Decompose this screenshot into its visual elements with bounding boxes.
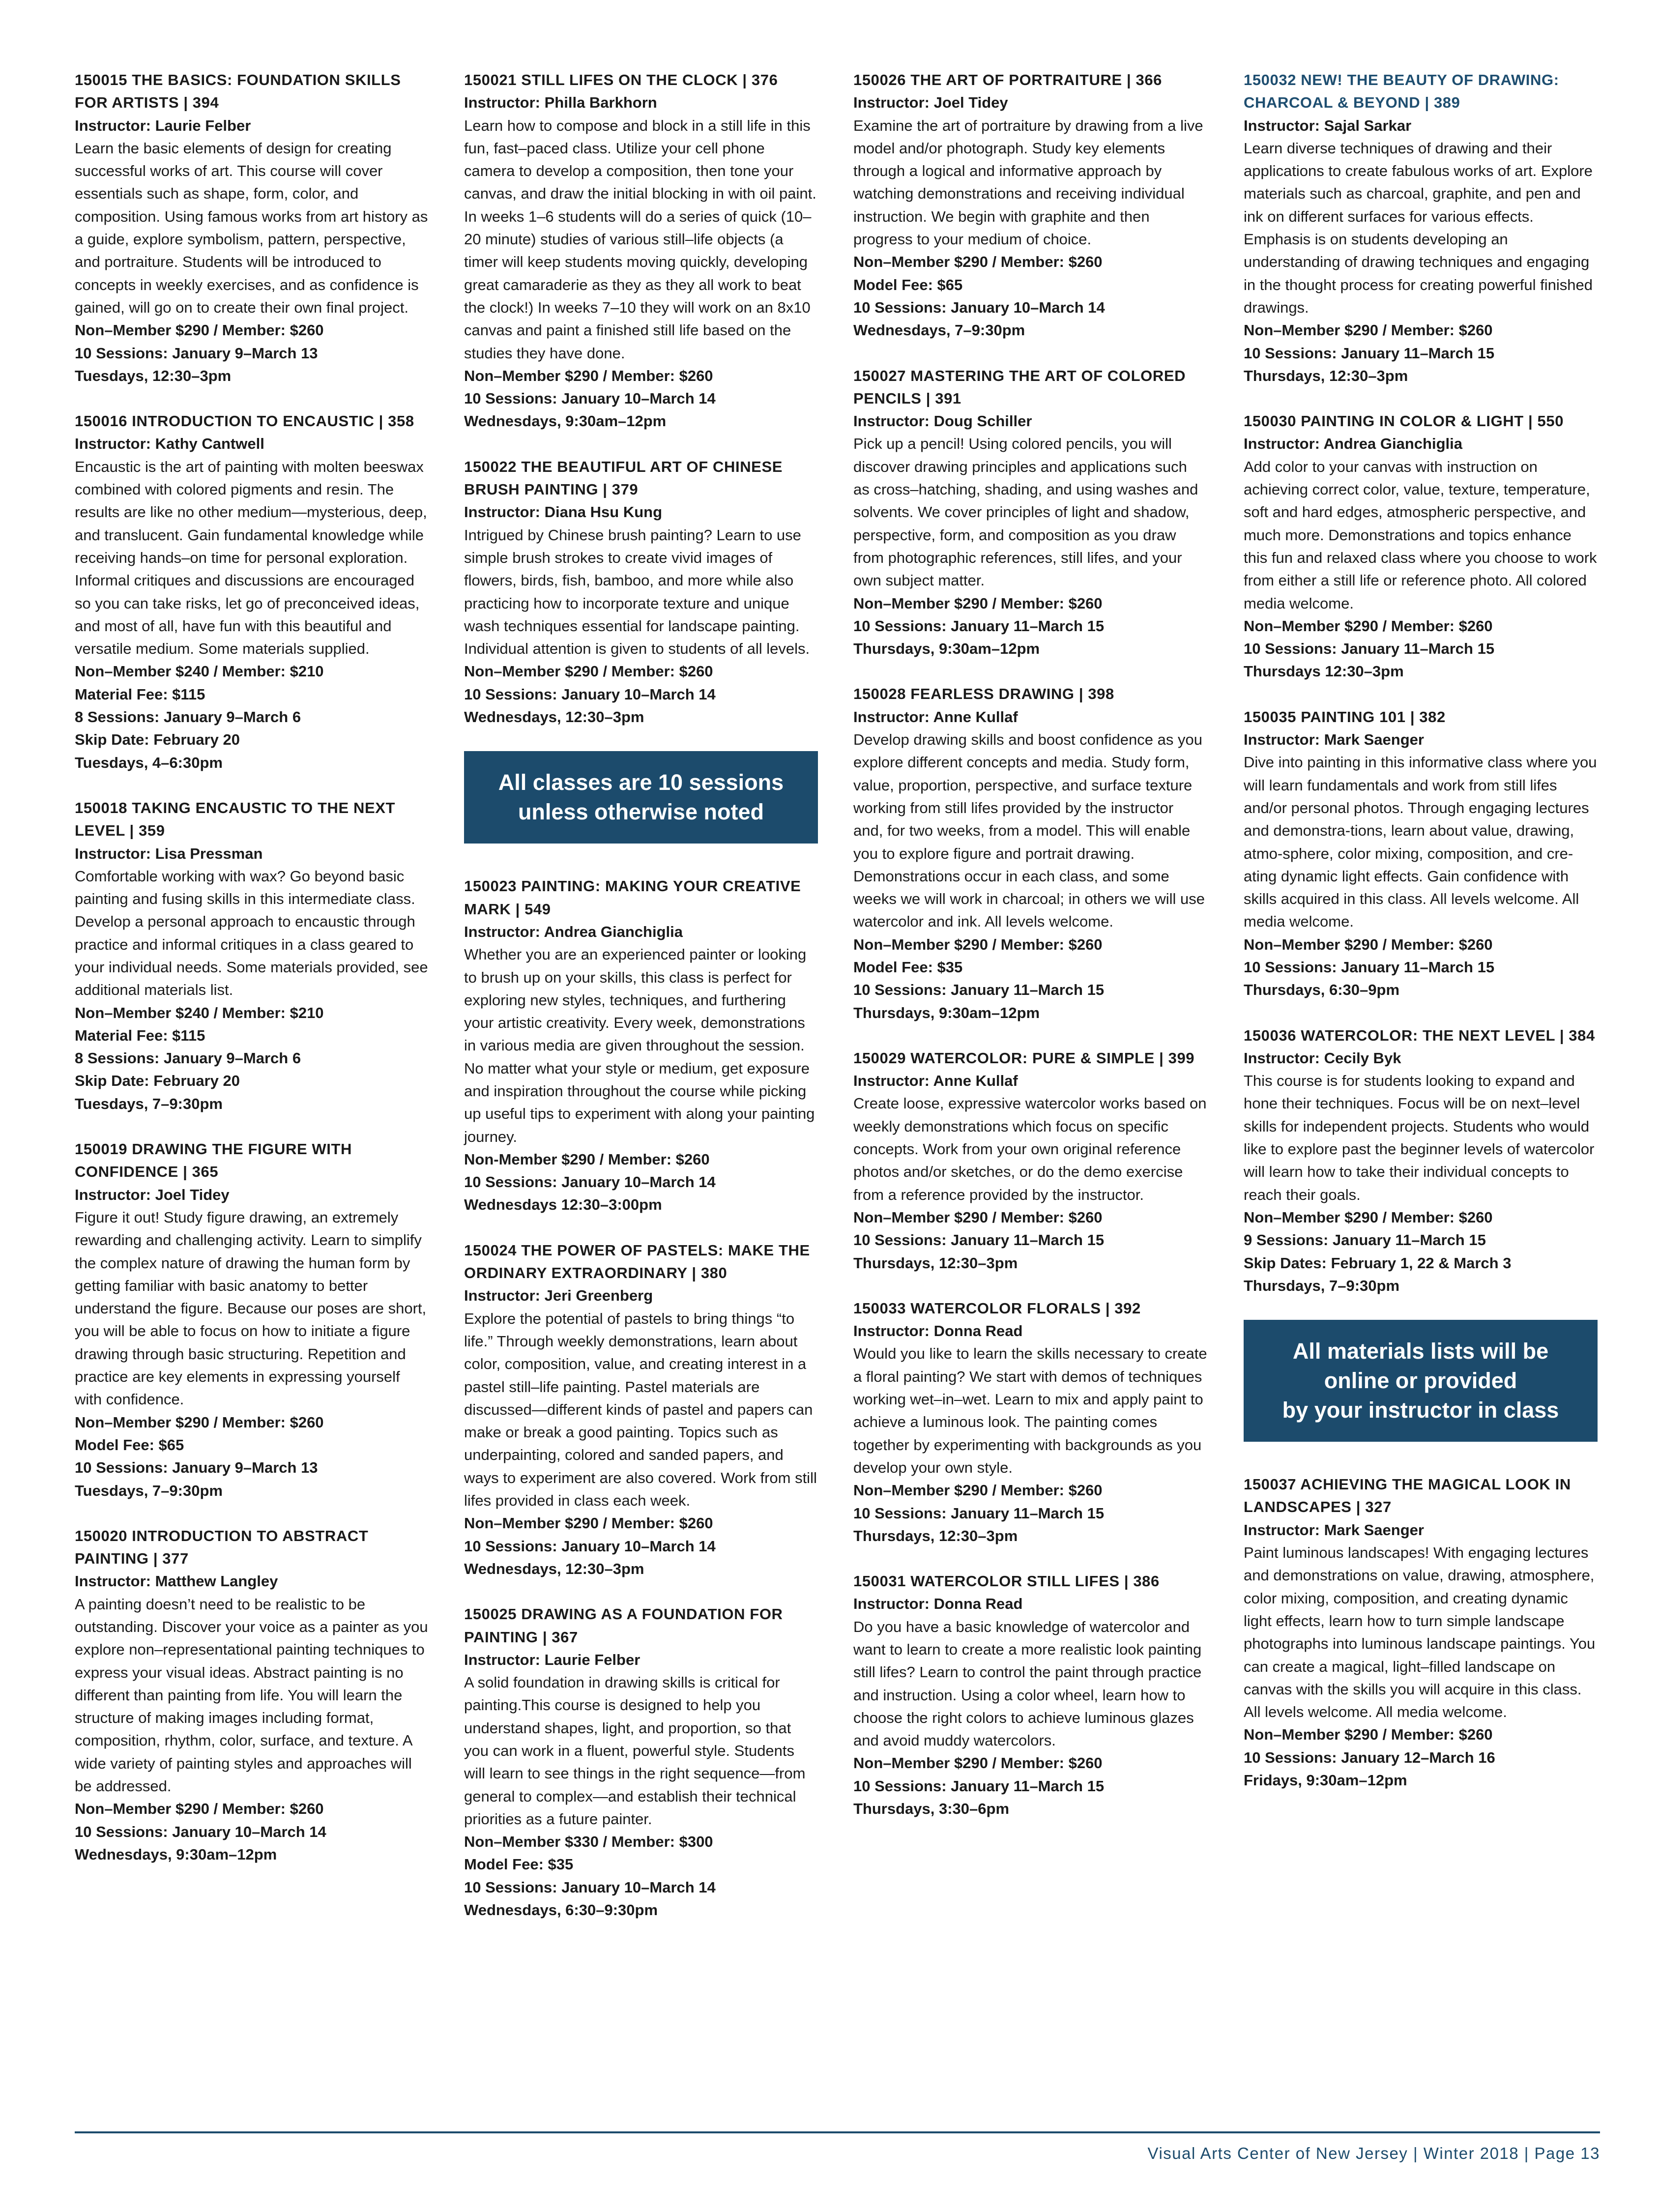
course-detail-line: Non–Member $330 / Member: $300: [464, 1833, 713, 1851]
course-detail-line: 10 Sessions: January 11–March 15: [853, 981, 1105, 999]
course-listing: [853, 1297, 1207, 1547]
course-detail-line: Thursdays 12:30–3pm: [1244, 663, 1404, 680]
course-detail-line: Model Fee: $35: [464, 1856, 574, 1873]
column-4: [1244, 69, 1598, 1814]
course-detail-line: Wednesdays, 6:30–9:30pm: [464, 1901, 658, 1919]
course-description: Learn how to compose and block in a still life in this fun, fast–paced class. Utilize your cell phone camera to develop a composition, then tone your canvas, and draw the initial blocking in with oil paint. In weeks 1–6 students will do a series of quick (10–20 minute) studies of various still–life objects (a timer will keep students moving quickly, developing great camaraderie as they as they all work to beat the clock!) In weeks 7–10 they will work on an 8x10 canvas and paint a finished still life based on the studies they have done.: [464, 116, 816, 362]
course-detail-line: Thursdays, 12:30–3pm: [853, 1254, 1018, 1272]
course-listing: [464, 69, 818, 433]
course-instructor: Instructor: Laurie Felber: [75, 116, 251, 134]
course-detail-line: Skip Date: February 20: [75, 1072, 240, 1090]
course-listing: [464, 1239, 818, 1580]
course-description: This course is for students looking to expand and hone their techniques. Focus will be on next–level skills for independent projects. Students who would like to explore past the beginner levels of watercolor will learn how to take their individual concepts to reach their goals.: [1244, 1072, 1595, 1203]
course-detail-line: 10 Sessions: January 11–March 15: [853, 1504, 1105, 1522]
course-detail-line: Tuesdays, 4–6:30pm: [75, 754, 223, 771]
course-description: Encaustic is the art of painting with molten beeswax combined with colored pigments and resin. The results are like no other medium—mysterious, deep, and translucent. Gain fundamental knowledge while receiving hands–on time for personal exploration. Informal critiques and discussions are encouraged so you can take risks, let go of preconceived ideas, and most of all, have fun with this beautiful and versatile medium. Some materials supplied.: [75, 458, 427, 658]
course-detail-line: 10 Sessions: January 12–March 16: [1244, 1748, 1495, 1766]
course-instructor: Instructor: Diana Hsu Kung: [464, 503, 663, 521]
course-detail-line: Non–Member $290 / Member: $260: [1244, 321, 1493, 339]
course-detail-line: 10 Sessions: January 10–March 14: [464, 1878, 716, 1896]
course-detail-line: Non–Member $290 / Member: $260: [464, 663, 713, 680]
course-title: 150023 PAINTING: MAKING YOUR CREATIVE MARK | 549: [464, 877, 801, 918]
course-detail-line: Non–Member $290 / Member: $260: [75, 1413, 324, 1431]
course-detail-line: Model Fee: $65: [75, 1436, 184, 1454]
course-detail-line: Thursdays, 12:30–3pm: [1244, 367, 1408, 384]
course-detail-line: Non–Member $290 / Member: $260: [75, 1800, 324, 1818]
course-instructor: Instructor: Philla Barkhorn: [464, 94, 657, 112]
course-listing: [1244, 410, 1598, 683]
course-detail-line: Skip Dates: February 1, 22 & March 3: [1244, 1254, 1512, 1272]
course-listing: [853, 69, 1207, 342]
callout-line: online or provided: [1324, 1368, 1517, 1394]
course-title: 150036 WATERCOLOR: THE NEXT LEVEL | 384: [1244, 1026, 1595, 1044]
course-detail-line: 10 Sessions: January 11–March 15: [853, 1777, 1105, 1795]
course-description: Add color to your canvas with instruction on achieving correct color, value, texture, temperature, soft and hard edges, atmospheric perspective, and much more. Demonstrations and topics enhance this fun and relaxed class where you choose to work from either a still life or reference photo. All colored media welcome.: [1244, 458, 1597, 612]
course-title: 150018 TAKING ENCAUSTIC TO THE NEXT LEVEL | 359: [75, 799, 396, 840]
course-listing: [75, 69, 429, 387]
course-detail-line: Model Fee: $65: [853, 276, 963, 293]
course-title: 150028 FEARLESS DRAWING | 398: [853, 685, 1114, 703]
course-detail-line: Material Fee: $115: [75, 685, 205, 703]
course-detail-line: Non–Member $290 / Member: $260: [853, 253, 1103, 271]
course-detail-line: Fridays, 9:30am–12pm: [1244, 1772, 1407, 1789]
course-title: 150021 STILL LIFES ON THE CLOCK | 376: [464, 71, 778, 88]
course-instructor: Instructor: Andrea Gianchiglia: [1244, 435, 1462, 453]
course-detail-line: Wednesdays, 9:30am–12pm: [75, 1845, 277, 1863]
course-title: 150015 THE BASICS: FOUNDATION SKILLS FOR ARTISTS | 394: [75, 71, 401, 112]
course-description: Intrigued by Chinese brush painting? Learn to use simple brush strokes to create vivid images of flowers, birds, fish, bamboo, and more while also practicing how to incorporate texture and unique wash techniques essential for landscape painting. Individual attention is given to students of all levels.: [464, 526, 810, 658]
course-detail-line: Model Fee: $35: [853, 958, 963, 976]
course-description: Learn diverse techniques of drawing and their applications to create fabulous works of art. Explore materials such as charcoal, graphite, and pen and ink on different surfaces for various effects. Emphasis is on students developing an understanding of drawing techniques and engaging in the thought process for creating powerful finished drawings.: [1244, 139, 1593, 316]
course-title: 150027 MASTERING THE ART OF COLORED PENCILS | 391: [853, 367, 1186, 407]
course-description: Do you have a basic knowledge of watercolor and want to learn to create a more realistic look painting still lifes? Learn to control the paint through practice and instruction. Using a color wheel, learn how to choose the right colors to achieve luminous glazes and avoid muddy watercolors.: [853, 1618, 1202, 1749]
course-listing: [75, 1138, 429, 1502]
course-description: Comfortable working with wax? Go beyond basic painting and fusing skills in this intermediate class. Develop a personal approach to encaustic through practice and informal critiques in a class geared to your individual needs. Some materials provided, see additional materials list.: [75, 867, 428, 999]
course-title: 150029 WATERCOLOR: PURE & SIMPLE | 399: [853, 1049, 1195, 1067]
course-detail-line: Non–Member $290 / Member: $260: [1244, 1208, 1493, 1226]
course-detail-line: Thursdays, 7–9:30pm: [1244, 1277, 1400, 1294]
course-description: Would you like to learn the skills necessary to create a floral painting? We start with demos of techniques working wet–in–wet. Learn to mix and apply paint to achieve a luminous look. The painting comes together by experimenting with backgrounds as you develop your own style.: [853, 1345, 1207, 1476]
course-detail-line: 10 Sessions: January 9–March 13: [75, 344, 318, 362]
course-detail-line: 10 Sessions: January 11–March 15: [853, 617, 1105, 635]
course-detail-line: 10 Sessions: January 11–March 15: [1244, 640, 1495, 658]
course-instructor: Instructor: Lisa Pressman: [75, 844, 263, 862]
course-description: Learn the basic elements of design for creating successful works of art. This course will cover essentials such as shape, form, color, and composition. Using famous works from art history as a guide, explore symbolism, pattern, perspective, and portraiture. Students will be introduced to concepts in weekly exercises, and as confidence is gained, will go on to create their own final project.: [75, 139, 428, 316]
course-detail-line: 10 Sessions: January 10–March 14: [75, 1823, 326, 1840]
footer-divider: [75, 2131, 1600, 2133]
course-description: A painting doesn’t need to be realistic to be outstanding. Discover your voice as a painter as you explore non–representational painting techniques to express your visual ideas. Abstract painting is no different than painting from life. You will learn the structure of making images including format, composition, rhythm, color, surface, and texture. A wide variety of painting styles and approaches will be addressed.: [75, 1595, 428, 1795]
course-detail-line: 8 Sessions: January 9–March 6: [75, 1049, 301, 1067]
course-instructor: Instructor: Kathy Cantwell: [75, 435, 264, 453]
course-instructor: Instructor: Anne Kullaf: [853, 708, 1018, 726]
course-instructor: Instructor: Donna Read: [853, 1595, 1023, 1613]
course-listing: [853, 1570, 1207, 1820]
course-detail-line: 10 Sessions: January 11–March 15: [853, 1231, 1105, 1249]
course-detail-line: Non–Member $290 / Member: $260: [464, 1514, 713, 1532]
course-listing: [75, 797, 429, 1115]
course-description: A solid foundation in drawing skills is critical for painting.This course is designed to help you understand shapes, light, and proportion, so that you can work in a fluent, powerful style. Students will learn to see things in the right sequence—from general to complex—and establish their technical priorities as a future painter.: [464, 1674, 806, 1828]
column-1: [75, 69, 429, 1889]
course-detail-line: Non–Member $290 / Member: $260: [853, 594, 1103, 612]
course-detail-line: Non–Member $240 / Member: $210: [75, 1004, 324, 1021]
course-instructor: Instructor: Doug Schiller: [853, 412, 1032, 430]
course-detail-line: Wednesdays, 9:30am–12pm: [464, 412, 667, 430]
course-description: Whether you are an experienced painter or looking to brush up on your skills, this class is perfect for exploring new styles, techniques, and furthering your artistic creativity. Every week, demonstrations in various media are given throughout the session. No matter what your style or medium, get exposure and inspiration throughout the course while picking up useful tips to experiment with along your painting journey.: [464, 946, 815, 1145]
course-detail-line: Tuesdays, 7–9:30pm: [75, 1095, 223, 1112]
course-detail-line: Non–Member $240 / Member: $210: [75, 663, 324, 680]
callout-line: unless otherwise noted: [518, 799, 764, 825]
course-detail-line: 10 Sessions: January 10–March 14: [853, 298, 1105, 316]
course-instructor: Instructor: Donna Read: [853, 1322, 1023, 1340]
course-detail-line: Thursdays, 3:30–6pm: [853, 1800, 1010, 1818]
course-detail-line: Non–Member $290 / Member: $260: [464, 367, 713, 384]
course-detail-line: Tuesdays, 12:30–3pm: [75, 367, 232, 384]
course-instructor: Instructor: Cecily Byk: [1244, 1049, 1401, 1067]
course-listing: [1244, 706, 1598, 1002]
course-detail-line: Non-Member $290 / Member: $260: [464, 1150, 710, 1168]
course-title: 150024 THE POWER OF PASTELS: MAKE THE ORDINARY EXTRAORDINARY | 380: [464, 1241, 810, 1282]
course-detail-line: Non–Member $290 / Member: $260: [853, 1208, 1103, 1226]
column-2: [464, 69, 818, 1944]
course-listing: [464, 456, 818, 729]
course-detail-line: Material Fee: $115: [75, 1026, 205, 1044]
callout-line: All classes are 10 sessions: [498, 770, 784, 795]
course-listing: [853, 365, 1207, 661]
course-detail-line: Thursdays, 9:30am–12pm: [853, 640, 1040, 658]
course-detail-line: 10 Sessions: January 10–March 14: [464, 1537, 716, 1555]
course-description: Figure it out! Study figure drawing, an extremely rewarding and challenging activity. Learn to simplify the complex nature of drawing the human form by getting familiar with basic anatomy to better understand the figure. Because our poses are short, you will be able to focus on how to initiate a figure drawing through basic structuring. Repetition and practice are key elements in expressing yourself with confidence.: [75, 1208, 427, 1408]
course-instructor: Instructor: Mark Saenger: [1244, 1521, 1424, 1539]
course-listing: [464, 1603, 818, 1921]
course-detail-line: Skip Date: February 20: [75, 731, 240, 749]
course-detail-line: Non–Member $290 / Member: $260: [1244, 935, 1493, 953]
course-instructor: Instructor: Joel Tidey: [853, 94, 1008, 112]
course-detail-line: Thursdays, 6:30–9pm: [1244, 981, 1400, 999]
course-detail-line: 8 Sessions: January 9–March 6: [75, 708, 301, 726]
course-detail-line: Non–Member $290 / Member: $260: [75, 321, 324, 339]
course-description: Pick up a pencil! Using colored pencils, you will discover drawing principles and applications such as cross–hatching, shading, and using washes and solvents. We cover principles of light and shadow, perspective, form, and composition as you draw from photographic references, still lifes, and your own subject matter.: [853, 435, 1198, 589]
course-detail-line: Wednesdays 12:30–3:00pm: [464, 1196, 662, 1214]
course-description: Dive into painting in this informative class where you will learn fundamentals and work from still lifes and/or personal photos. Through engaging lectures and demonstra-tions, learn about value, drawing, atmo-sphere, color mixing, composition, and cre-ating dynamic light effects. Gain confidence with skills acquired in this class. All levels welcome. All media welcome.: [1244, 754, 1597, 931]
course-detail-line: Thursdays, 9:30am–12pm: [853, 1004, 1040, 1021]
course-detail-line: Wednesdays, 12:30–3pm: [464, 708, 644, 726]
course-detail-line: 10 Sessions: January 9–March 13: [75, 1459, 318, 1477]
course-listing: [853, 683, 1207, 1024]
course-title: 150020 INTRODUCTION TO ABSTRACT PAINTING | 377: [75, 1527, 369, 1568]
course-title: 150032 NEW! THE BEAUTY OF DRAWING: CHARCOAL & BEYOND | 389: [1244, 71, 1559, 112]
course-detail-line: Tuesdays, 7–9:30pm: [75, 1482, 223, 1499]
course-listing: [1244, 1473, 1598, 1792]
course-detail-line: Wednesdays, 12:30–3pm: [464, 1560, 644, 1577]
course-title: 150025 DRAWING AS A FOUNDATION FOR PAINTING | 367: [464, 1605, 783, 1646]
course-detail-line: 10 Sessions: January 10–March 14: [464, 390, 716, 407]
course-instructor: Instructor: Laurie Felber: [464, 1651, 640, 1668]
course-description: Explore the potential of pastels to bring things “to life.” Through weekly demonstrations, learn about color, composition, value, and creating interest in a pastel still–life painting. Pastel materials are discussed—different kinds of pastel and papers can make or break a good painting. Topics such as underpainting, colored and sanded papers, and ways to experiment are also covered. Work from still lifes provided in class each week.: [464, 1310, 817, 1510]
callout-box: [1244, 1320, 1598, 1442]
course-title: 150037 ACHIEVING THE MAGICAL LOOK IN LANDSCAPES | 327: [1244, 1476, 1571, 1516]
course-listing: [853, 1047, 1207, 1275]
course-instructor: Instructor: Anne Kullaf: [853, 1072, 1018, 1090]
course-instructor: Instructor: Matthew Langley: [75, 1572, 278, 1590]
course-title: 150031 WATERCOLOR STILL LIFES | 386: [853, 1572, 1160, 1590]
course-instructor: Instructor: Mark Saenger: [1244, 731, 1424, 749]
course-title: 150016 INTRODUCTION TO ENCAUSTIC | 358: [75, 412, 414, 430]
course-detail-line: Thursdays, 12:30–3pm: [853, 1527, 1018, 1544]
course-detail-line: Wednesdays, 7–9:30pm: [853, 321, 1025, 339]
callout-line: All materials lists will be: [1292, 1339, 1549, 1364]
course-title: 150019 DRAWING THE FIGURE WITH CONFIDENCE | 365: [75, 1140, 352, 1181]
course-description: Paint luminous landscapes! With engaging lectures and demonstrations on value, drawing, atmosphere, color mixing, composition, and creating dynamic light effects, learn how to turn simple landscape photographs into luminous landscape paintings. You can create a magical, light–filled landscape on canvas with the skills you will acquire in this class. All levels welcome. All media welcome.: [1244, 1544, 1596, 1721]
course-title: 150026 THE ART OF PORTRAITURE | 366: [853, 71, 1163, 88]
course-detail-line: Non–Member $290 / Member: $260: [1244, 617, 1493, 635]
course-detail-line: 10 Sessions: January 11–March 15: [1244, 958, 1495, 976]
course-detail-line: Non–Member $290 / Member: $260: [1244, 1726, 1493, 1744]
course-instructor: Instructor: Joel Tidey: [75, 1186, 230, 1203]
course-detail-line: 10 Sessions: January 11–March 15: [1244, 344, 1495, 362]
course-listing: [75, 1525, 429, 1866]
course-detail-line: Non–Member $290 / Member: $260: [853, 1482, 1103, 1499]
course-title: 150022 THE BEAUTIFUL ART OF CHINESE BRUSH PAINTING | 379: [464, 458, 783, 498]
course-detail-line: Non–Member $290 / Member: $260: [853, 1754, 1103, 1772]
course-detail-line: 9 Sessions: January 11–March 15: [1244, 1231, 1486, 1249]
course-title: 150033 WATERCOLOR FLORALS | 392: [853, 1299, 1141, 1317]
course-detail-line: 10 Sessions: January 10–March 14: [464, 685, 716, 703]
course-instructor: Instructor: Andrea Gianchiglia: [464, 923, 683, 940]
course-title: 150030 PAINTING IN COLOR & LIGHT | 550: [1244, 412, 1564, 430]
course-description: Develop drawing skills and boost confidence as you explore different concepts and media. Study form, value, proportion, perspective, and surface texture working from still lifes provided by the instructor and, for two weeks, from a model. This will enable you to explore figure and portrait drawing. Demonstrations occur in each class, and some weeks we will work in charcoal; in others we will use watercolor and ink. All levels welcome.: [853, 731, 1205, 931]
course-listing: [464, 875, 818, 1216]
footer-text: Visual Arts Center of New Jersey | Winter 2018 | Page 13: [1147, 2144, 1600, 2162]
course-description: Create loose, expressive watercolor works based on weekly demonstrations which focus on specific concepts. Work from your own original reference photos and/or sketches, or do the demo exercise from a reference provided by the instructor.: [853, 1095, 1207, 1203]
course-detail-line: 10 Sessions: January 10–March 14: [464, 1173, 716, 1191]
course-detail-line: Non–Member $290 / Member: $260: [853, 935, 1103, 953]
course-listing: [1244, 1024, 1598, 1298]
course-listing: [75, 410, 429, 774]
column-3: [853, 69, 1207, 1843]
callout-line: by your instructor in class: [1282, 1397, 1559, 1423]
course-listing: [1244, 69, 1598, 387]
callout-box: [464, 751, 818, 844]
course-title: 150035 PAINTING 101 | 382: [1244, 708, 1446, 726]
course-instructor: Instructor: Jeri Greenberg: [464, 1287, 653, 1305]
course-instructor: Instructor: Sajal Sarkar: [1244, 116, 1412, 134]
course-description: Examine the art of portraiture by drawing from a live model and/or photograph. Study key elements through a logical and informative approach by watching demonstrations and receiving individual instruction. We begin with graphite and then progress to your medium of choice.: [853, 116, 1203, 248]
